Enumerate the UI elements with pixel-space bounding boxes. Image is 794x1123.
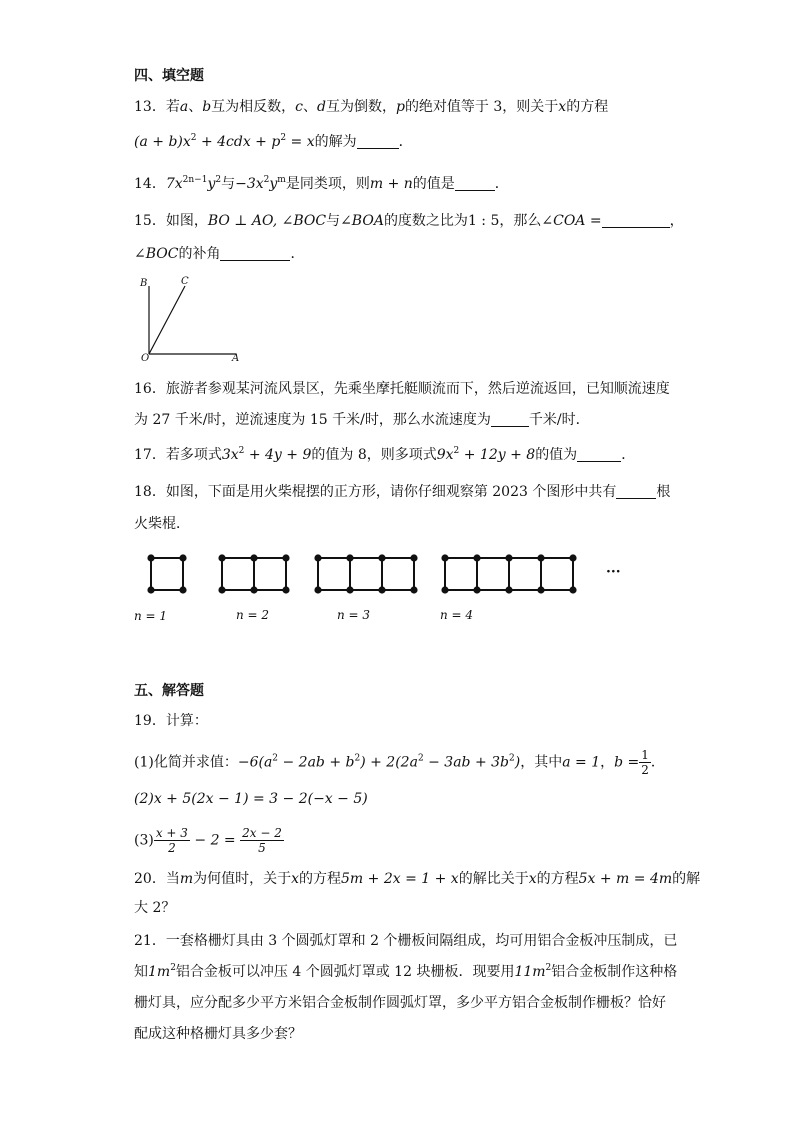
figures-ellipsis: ··· <box>606 564 621 580</box>
match-head <box>282 586 289 593</box>
ray-oc <box>149 286 185 354</box>
match-head <box>569 586 576 593</box>
match-head <box>218 586 225 593</box>
q18-line2: 火柴棍． <box>134 516 190 532</box>
q15-coa-blank[interactable] <box>602 213 670 228</box>
match-head <box>441 586 448 593</box>
q17-answer-blank[interactable] <box>577 447 621 462</box>
match-head <box>473 554 480 561</box>
q19-title: 19．计算： <box>134 713 208 729</box>
q21-line2: 知$1m^2$铝合金板可以冲压 4 个圆弧灯罩或 12 块栅板．现要用$11m^2$铝合金板制作这种格 <box>134 963 678 980</box>
q14-answer-blank[interactable] <box>455 176 495 191</box>
match-head <box>179 586 186 593</box>
match-head <box>346 554 353 561</box>
fraction-one-half: $\frac{1}{2}$ <box>641 748 649 777</box>
q17-line: 17．若多项式$3x^2 + 4y + 9$的值为 8，则多项式$9x^2 + 12y + 8$的值为 ． <box>134 446 636 463</box>
match-head <box>505 586 512 593</box>
q14-line: 14．$7x^{2n-1}y^2$与$-3x^2y^m$是同类项，则m + n的值是 ． <box>134 175 509 192</box>
section-heading-solutions: 五、解答题 <box>134 683 204 699</box>
match-head <box>314 586 321 593</box>
match-head <box>410 554 417 561</box>
q16-answer-blank[interactable] <box>491 412 529 427</box>
fraction-left: $\frac{x + 3}{2}$ <box>155 826 188 855</box>
figure-n2 <box>218 554 289 593</box>
q13-line2: $(a + b)x^2 + 4cdx + p^2 = x$的解为 ． <box>134 133 413 150</box>
match-head <box>441 554 448 561</box>
q18-answer-blank[interactable] <box>616 484 656 499</box>
label-o: O <box>141 353 150 364</box>
q15-supplement-blank[interactable] <box>220 246 290 261</box>
figure-n1 <box>147 554 186 593</box>
match-head <box>147 586 154 593</box>
label-c: C <box>181 276 189 287</box>
q18-line1: 18．如图，下面是用火柴棍摆的正方形，请你仔细观察第 2023 个图形中共有 根 <box>134 484 671 500</box>
q19-part1: (1)化简并求值：$-6(a^2 - 2ab + b^2) + 2(2a^2 - 3ab + 3b^2)$，其中a = 1，b = $\frac{1}{2}$ ． <box>134 748 665 777</box>
match-head <box>179 554 186 561</box>
q21-line1: 21．一套格栅灯具由 3 个圆弧灯罩和 2 个栅板间隔组成，均可用铝合金板冲压制成，已 <box>134 933 678 949</box>
match-head <box>410 586 417 593</box>
label-n2: n = 2 <box>236 608 270 622</box>
figure-n3 <box>314 554 417 593</box>
match-head <box>147 554 154 561</box>
label-n4: n = 4 <box>440 608 474 622</box>
q21-line3: 栅灯具，应分配多少平方米铝合金板制作圆弧灯罩，多少平方铝合金板制作栅板？恰好 <box>134 995 666 1011</box>
q20-line2: 大 2？ <box>134 900 176 916</box>
match-head <box>569 554 576 561</box>
fraction-right: $\frac{2x - 2}{5}$ <box>242 826 282 855</box>
q15-line1: 15．如图，BO ⊥ AO, ∠BOC与∠BOA的度数之比为1 : 5，那么∠COA = ， <box>134 213 684 229</box>
label-b: B <box>140 278 148 289</box>
figure-n4 <box>441 554 576 593</box>
match-head <box>378 554 385 561</box>
q16-line1: 16．旅游者参观某河流风景区，先乘坐摩托艇顺流而下，然后逆流返回，已知顺流速度 <box>134 381 670 397</box>
q20-line1: 20．当m为何值时，关于x的方程5m + 2x = 1 + x的解比关于x的方程5x + m = 4m的解 <box>134 871 701 887</box>
q19-part3: (3) $\frac{x + 3}{2}$ − 2 = $\frac{2x - 2}{5}$ <box>134 826 282 855</box>
match-head <box>250 586 257 593</box>
match-head <box>378 586 385 593</box>
label-n1: n = 1 <box>134 609 168 623</box>
q13-answer-blank[interactable] <box>357 134 399 149</box>
q16-line2: 为 27 千米/时，逆流速度为 15 千米/时，那么水流速度为 千米/时． <box>134 412 590 428</box>
q21-line4: 配成这种格栅灯具多少套？ <box>134 1026 302 1042</box>
q15-line2: ∠BOC的补角 ． <box>134 246 305 262</box>
section-heading-fill-in: 四、填空题 <box>134 68 204 84</box>
match-head <box>250 554 257 561</box>
match-head <box>346 586 353 593</box>
q19-part2: (2)x + 5(2x − 1) = 3 − 2(−x − 5) <box>134 791 368 807</box>
match-head <box>473 586 480 593</box>
match-head <box>218 554 225 561</box>
match-head <box>537 586 544 593</box>
match-head <box>282 554 289 561</box>
label-a: A <box>232 353 240 364</box>
q13-line1: 13．若a、b互为相反数，c、d互为倒数，p的绝对值等于 3，则关于x的方程 <box>134 99 609 115</box>
label-n3: n = 3 <box>337 608 371 622</box>
match-head <box>314 554 321 561</box>
match-head <box>537 554 544 561</box>
matchstick-figures <box>134 548 794 608</box>
match-head <box>505 554 512 561</box>
q15-angle-figure <box>132 276 252 368</box>
